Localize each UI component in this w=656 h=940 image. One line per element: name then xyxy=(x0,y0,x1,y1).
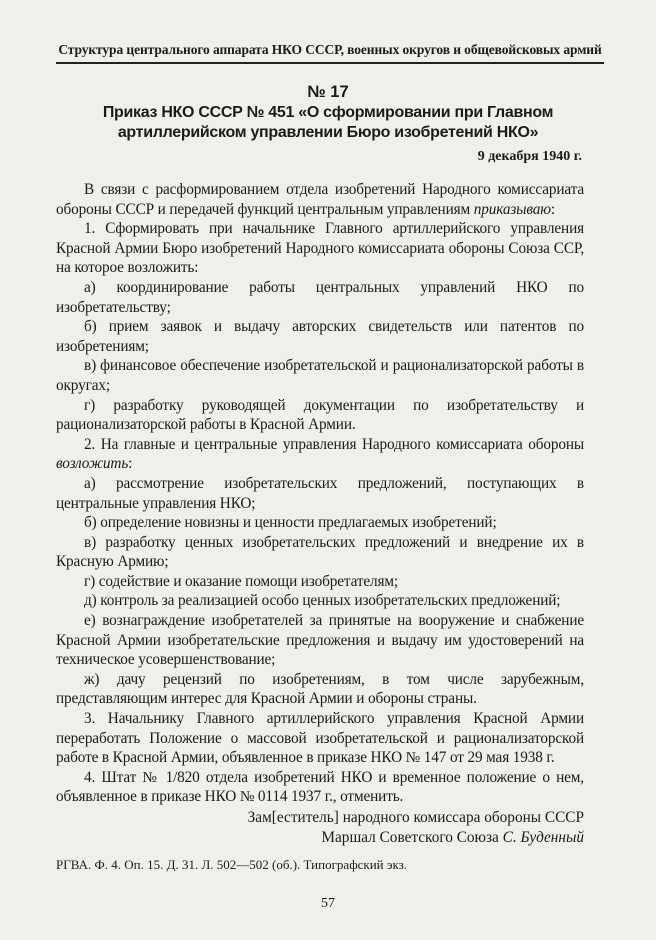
paragraph: в) финансовое обеспечение изобретательской и рационализаторской работы в округах; xyxy=(56,357,584,394)
paragraph: г) содействие и оказание помощи изобретателям; xyxy=(84,572,399,590)
emphasis: возложить xyxy=(56,455,129,473)
running-head: Структура центрального аппарата НКО СССР, военных округов и общевойсковых армий xyxy=(58,42,602,57)
paragraph: в) разработку ценных изобретательских предложений и внедрение их в Красную Армию; xyxy=(56,533,584,571)
paragraph: г) разработку руководящей документации по изобретательству и рационализаторской работы в Красной Армии. xyxy=(56,396,584,434)
document-date: 9 декабря 1940 г. xyxy=(477,149,582,164)
paragraph: 3. Начальнику Главного артиллерийского управления Красной Армии переработать Положение о массовой изобретательской и рационализаторской работе в Красной Армии, объявленное в приказе НКО № 147 от 29 мая 1938 г. xyxy=(56,710,584,767)
paragraph: ж) дачу рецензий по изобретениям, в том числе зарубежным, представляющим интерес для Красной Армии и обороны страны. xyxy=(56,670,584,708)
paragraph: 2. На главные и центральные управления Народного комиссариата обороны возложить: xyxy=(56,435,584,473)
signature-position: Зам[еститель] народного комиссара обороны СССР xyxy=(247,809,584,826)
document-body xyxy=(56,180,584,807)
emphasis: приказываю xyxy=(473,200,551,218)
paragraph: 4. Штат № 1/820 отдела изобретений НКО и временное положение о нем, объявленное в приказе НКО № 0114 1937 г., отменить. xyxy=(56,768,584,806)
paragraph: В связи с расформированием отдела изобретений Народного комиссариата обороны СССР и передачей функций центральным управлениям приказываю: xyxy=(56,181,584,218)
signatory-name: С. Буденный xyxy=(502,829,584,846)
signature-block xyxy=(248,808,584,848)
paragraph: 1. Сформировать при начальнике Главного артиллерийского управления Красной Армии Бюро изобретений Народного комиссариата обороны Союза ССР, на которое возложить: xyxy=(56,220,584,277)
paragraph: б) определение новизны и ценности предлагаемых изобретений; xyxy=(84,514,497,532)
paragraph: а) рассмотрение изобретательских предложений, поступающих в центральные управления НКО; xyxy=(56,474,584,512)
paragraph: а) координирование работы центральных управлений НКО по изобретательству; xyxy=(56,278,584,316)
paragraph: е) вознаграждение изобретателей за принятые на вооружение и снабжение Красной Армии изобретательские предложения и выдачу им удостоверений на техническое усовершенствование; xyxy=(56,612,584,669)
document-number: № 17 xyxy=(307,83,349,101)
signature-rank-line: Маршал Советского Союза С. Буденный xyxy=(321,829,584,846)
paragraph: б) прием заявок и выдачу авторских свидетельств или патентов по изобретениям; xyxy=(56,318,584,355)
header-rule xyxy=(56,62,604,64)
document-title: Приказ НКО СССР № 451 «О сформировании при Главном артиллерийском управлении Бюро изобретений НКО» xyxy=(102,104,554,141)
paragraph: д) контроль за реализацией особо ценных изобретательских предложений; xyxy=(84,592,561,610)
page-number: 57 xyxy=(321,896,335,911)
archive-reference: РГВА. Ф. 4. Оп. 15. Д. 31. Л. 502—502 (об.). Типографский экз. xyxy=(56,857,407,872)
